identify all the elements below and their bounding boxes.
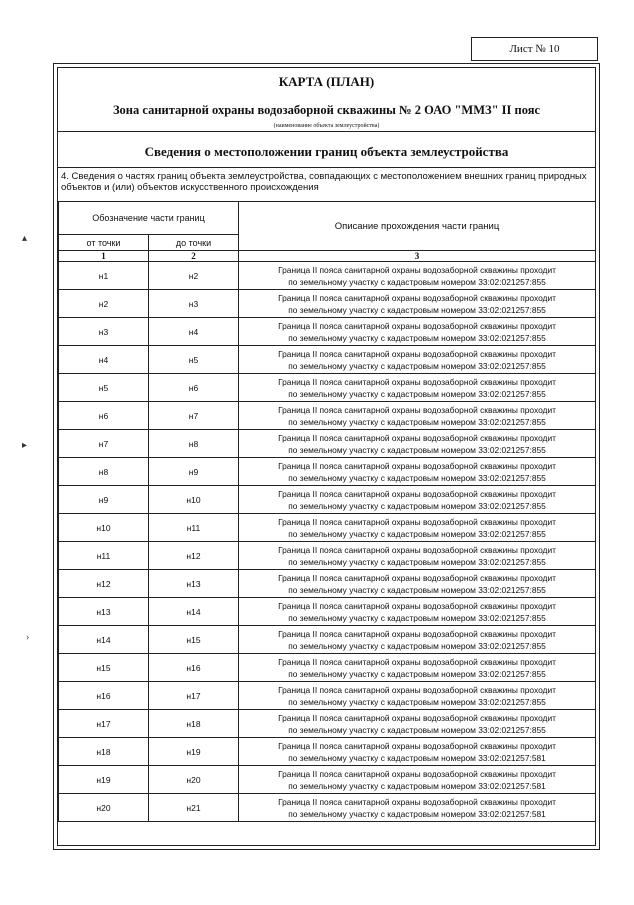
description-line-1: Граница II пояса санитарной охраны водозаборной скважины проходит — [278, 656, 556, 667]
description-line-1: Граница II пояса санитарной охраны водозаборной скважины проходит — [278, 460, 556, 471]
description-line-1: Граница II пояса санитарной охраны водозаборной скважины проходит — [278, 768, 556, 779]
boundary-description — [239, 570, 596, 598]
description-line-1: Граница II пояса санитарной охраны водозаборной скважины проходит — [278, 600, 556, 611]
description-line-1: Граница II пояса санитарной охраны водозаборной скважины проходит — [278, 712, 556, 723]
to-point: н3 — [149, 290, 239, 318]
boundary-description — [239, 710, 596, 738]
description-line-2: по земельному участку с кадастровым номером 33:02:021257:855 — [288, 556, 546, 567]
table-row — [59, 542, 596, 570]
boundary-description — [239, 486, 596, 514]
to-point: н18 — [149, 710, 239, 738]
to-point: н9 — [149, 458, 239, 486]
sheet-number-box — [471, 37, 598, 61]
to-point: н7 — [149, 402, 239, 430]
description-line-2: по земельному участку с кадастровым номером 33:02:021257:855 — [288, 416, 546, 427]
from-point: н8 — [59, 458, 149, 486]
description-line-1: Граница II пояса санитарной охраны водозаборной скважины проходит — [278, 796, 556, 807]
document-title: КАРТА (ПЛАН) — [278, 74, 375, 89]
description-line-2: по земельному участку с кадастровым номером 33:02:021257:855 — [288, 528, 546, 539]
from-point: н1 — [59, 262, 149, 290]
description-line-2: по земельному участку с кадастровым номером 33:02:021257:855 — [288, 696, 546, 707]
boundary-description — [239, 402, 596, 430]
description-line-2: по земельному участку с кадастровым номером 33:02:021257:855 — [288, 304, 546, 315]
table-row — [59, 486, 596, 514]
col-from-header: от точки — [59, 235, 149, 251]
margin-mark-icon: ▸ — [22, 440, 28, 451]
to-point: н19 — [149, 738, 239, 766]
table-row — [59, 766, 596, 794]
description-line-2: по земельному участку с кадастровым номером 33:02:021257:855 — [288, 640, 546, 651]
section-intro: 4. Сведения о частях границ объекта землеустройства, совпадающих с местоположением внешних границ природных объектов и (или) объектов искусственного происхождения — [61, 171, 587, 193]
description-line-1: Граница II пояса санитарной охраны водозаборной скважины проходит — [278, 264, 556, 275]
description-line-2: по земельному участку с кадастровым номером 33:02:021257:855 — [288, 584, 546, 595]
table-number-row — [59, 251, 596, 262]
description-line-2: по земельному участку с кадастровым номером 33:02:021257:855 — [288, 388, 546, 399]
table-row — [59, 374, 596, 402]
document-frame — [53, 63, 600, 850]
from-point: н5 — [59, 374, 149, 402]
description-line-2: по земельному участку с кадастровым номером 33:02:021257:855 — [288, 360, 546, 371]
description-line-1: Граница II пояса санитарной охраны водозаборной скважины проходит — [278, 628, 556, 639]
object-name-caption: (наименование объекта землеустройства) — [273, 123, 380, 129]
to-point: н4 — [149, 318, 239, 346]
boundary-description — [239, 626, 596, 654]
description-line-2: по земельному участку с кадастровым номером 33:02:021257:855 — [288, 276, 546, 287]
to-point: н20 — [149, 766, 239, 794]
boundary-description — [239, 654, 596, 682]
from-point: н15 — [59, 654, 149, 682]
table-row — [59, 290, 596, 318]
description-line-2: по земельному участку с кадастровым номером 33:02:021257:855 — [288, 472, 546, 483]
from-point: н18 — [59, 738, 149, 766]
description-line-1: Граница II пояса санитарной охраны водозаборной скважины проходит — [278, 488, 556, 499]
from-point: н3 — [59, 318, 149, 346]
col-number-1: 1 — [59, 251, 149, 262]
to-point: н16 — [149, 654, 239, 682]
boundary-description — [239, 514, 596, 542]
boundary-parts-table — [58, 201, 596, 822]
from-point: н17 — [59, 710, 149, 738]
from-point: н10 — [59, 514, 149, 542]
from-point: н11 — [59, 542, 149, 570]
boundary-description — [239, 430, 596, 458]
section-title: Сведения о местоположении границ объекта землеустройства — [144, 144, 509, 159]
col-desc-header: Описание прохождения части границ — [239, 202, 596, 251]
description-line-2: по земельному участку с кадастровым номером 33:02:021257:855 — [288, 500, 546, 511]
table-row — [59, 346, 596, 374]
from-point: н9 — [59, 486, 149, 514]
header-divider — [58, 131, 595, 132]
boundary-description — [239, 318, 596, 346]
table-row — [59, 738, 596, 766]
from-point: н14 — [59, 626, 149, 654]
table-row — [59, 458, 596, 486]
to-point: н21 — [149, 794, 239, 822]
table-row — [59, 514, 596, 542]
from-point: н16 — [59, 682, 149, 710]
description-line-2: по земельному участку с кадастровым номером 33:02:021257:855 — [288, 332, 546, 343]
boundary-description — [239, 346, 596, 374]
table-row — [59, 710, 596, 738]
table-row — [59, 262, 596, 290]
to-point: н15 — [149, 626, 239, 654]
to-point: н17 — [149, 682, 239, 710]
boundary-description — [239, 290, 596, 318]
to-point: н11 — [149, 514, 239, 542]
description-line-1: Граница II пояса санитарной охраны водозаборной скважины проходит — [278, 292, 556, 303]
col-group-header: Обозначение части границ — [59, 202, 239, 235]
boundary-description — [239, 262, 596, 290]
from-point: н7 — [59, 430, 149, 458]
boundary-description — [239, 458, 596, 486]
to-point: н10 — [149, 486, 239, 514]
table-row — [59, 794, 596, 822]
from-point: н6 — [59, 402, 149, 430]
boundary-description — [239, 738, 596, 766]
boundary-description — [239, 682, 596, 710]
table-row — [59, 318, 596, 346]
description-line-2: по земельному участку с кадастровым номером 33:02:021257:855 — [288, 724, 546, 735]
description-line-2: по земельному участку с кадастровым номером 33:02:021257:581 — [288, 780, 546, 791]
table-header-row — [59, 202, 596, 235]
from-point: н13 — [59, 598, 149, 626]
description-line-2: по земельному участку с кадастровым номером 33:02:021257:855 — [288, 612, 546, 623]
table-row — [59, 430, 596, 458]
margin-mark-icon: › — [26, 632, 30, 643]
to-point: н5 — [149, 346, 239, 374]
col-number-3: 3 — [239, 251, 596, 262]
document-inner-frame — [57, 67, 596, 846]
from-point: н19 — [59, 766, 149, 794]
to-point: н12 — [149, 542, 239, 570]
description-line-1: Граница II пояса санитарной охраны водозаборной скважины проходит — [278, 684, 556, 695]
description-line-1: Граница II пояса санитарной охраны водозаборной скважины проходит — [278, 404, 556, 415]
section-divider — [58, 167, 595, 168]
col-number-2: 2 — [149, 251, 239, 262]
to-point: н8 — [149, 430, 239, 458]
description-line-1: Граница II пояса санитарной охраны водозаборной скважины проходит — [278, 740, 556, 751]
to-point: н13 — [149, 570, 239, 598]
col-to-header: до точки — [149, 235, 239, 251]
table-row — [59, 402, 596, 430]
description-line-2: по земельному участку с кадастровым номером 33:02:021257:855 — [288, 444, 546, 455]
boundary-description — [239, 766, 596, 794]
description-line-1: Граница II пояса санитарной охраны водозаборной скважины проходит — [278, 516, 556, 527]
to-point: н6 — [149, 374, 239, 402]
object-name: Зона санитарной охраны водозаборной скважины № 2 ОАО "ММЗ" II пояс — [112, 103, 541, 117]
boundary-description — [239, 794, 596, 822]
description-line-1: Граница II пояса санитарной охраны водозаборной скважины проходит — [278, 320, 556, 331]
from-point: н12 — [59, 570, 149, 598]
description-line-2: по земельному участку с кадастровым номером 33:02:021257:581 — [288, 752, 546, 763]
table-row — [59, 682, 596, 710]
from-point: н20 — [59, 794, 149, 822]
from-point: н4 — [59, 346, 149, 374]
description-line-1: Граница II пояса санитарной охраны водозаборной скважины проходит — [278, 376, 556, 387]
table-row — [59, 570, 596, 598]
description-line-2: по земельному участку с кадастровым номером 33:02:021257:581 — [288, 808, 546, 819]
table-row — [59, 654, 596, 682]
description-line-1: Граница II пояса санитарной охраны водозаборной скважины проходит — [278, 348, 556, 359]
boundary-description — [239, 542, 596, 570]
boundary-description — [239, 374, 596, 402]
margin-mark-icon: ▴ — [22, 233, 28, 244]
to-point: н2 — [149, 262, 239, 290]
table-row — [59, 598, 596, 626]
sheet-number-label: Лист № 10 — [509, 43, 560, 55]
description-line-1: Граница II пояса санитарной охраны водозаборной скважины проходит — [278, 432, 556, 443]
boundary-description — [239, 598, 596, 626]
from-point: н2 — [59, 290, 149, 318]
table-row — [59, 626, 596, 654]
description-line-2: по земельному участку с кадастровым номером 33:02:021257:855 — [288, 668, 546, 679]
description-line-1: Граница II пояса санитарной охраны водозаборной скважины проходит — [278, 544, 556, 555]
description-line-1: Граница II пояса санитарной охраны водозаборной скважины проходит — [278, 572, 556, 583]
to-point: н14 — [149, 598, 239, 626]
